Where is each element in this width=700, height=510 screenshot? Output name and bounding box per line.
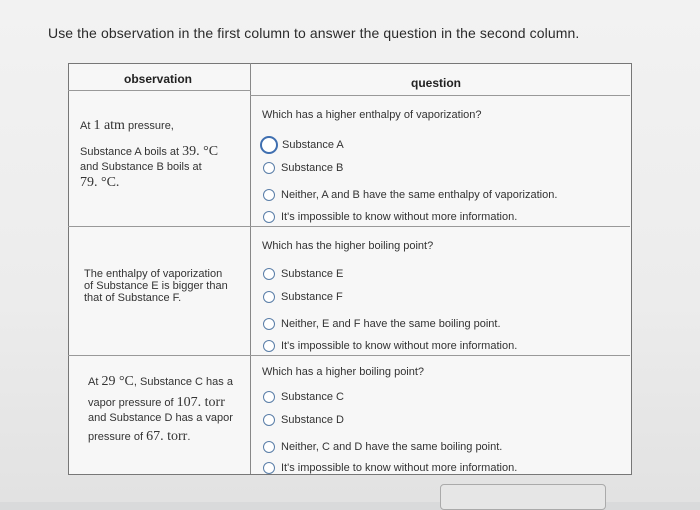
option-impossible-3[interactable]: It's impossible to know without more information. — [263, 462, 517, 474]
radio-icon[interactable] — [263, 162, 275, 174]
row-divider-2 — [68, 355, 630, 356]
column-divider — [250, 63, 251, 474]
question-2: Which has the higher boiling point? — [262, 240, 434, 252]
question-header: question — [411, 76, 461, 90]
option-substance-e[interactable]: Substance E — [263, 268, 343, 280]
option-impossible-2[interactable]: It's impossible to know without more information. — [263, 340, 517, 352]
observation-2: The enthalpy of vaporization of Substance E is bigger than that of Substance F. — [84, 268, 228, 304]
bottom-button[interactable] — [440, 484, 606, 510]
radio-icon[interactable] — [263, 340, 275, 352]
header-divider-left — [68, 90, 251, 91]
option-substance-c[interactable]: Substance C — [263, 391, 344, 403]
radio-icon[interactable] — [263, 391, 275, 403]
question-1: Which has a higher enthalpy of vaporization? — [262, 109, 482, 121]
row-divider-1 — [68, 226, 630, 227]
observation-header: observation — [124, 72, 193, 86]
option-neither-ef[interactable]: Neither, E and F have the same boiling point. — [263, 318, 501, 330]
observation-3: At 29 °C, Substance C has a vapor pressure of 107. torr and Substance D has a vapor pressure of 67. torr. — [88, 374, 233, 444]
radio-icon[interactable] — [263, 189, 275, 201]
option-neither-cd[interactable]: Neither, C and D have the same boiling point. — [263, 441, 502, 453]
option-substance-b[interactable]: Substance B — [263, 162, 343, 174]
option-impossible-1[interactable]: It's impossible to know without more information. — [263, 211, 517, 223]
radio-icon[interactable] — [263, 462, 275, 474]
option-substance-d[interactable]: Substance D — [263, 414, 344, 426]
radio-icon[interactable] — [263, 268, 275, 280]
radio-icon[interactable] — [263, 211, 275, 223]
radio-selected-icon[interactable] — [260, 136, 278, 154]
radio-icon[interactable] — [263, 414, 275, 426]
header-divider-right — [250, 95, 630, 96]
option-substance-f[interactable]: Substance F — [263, 291, 343, 303]
radio-icon[interactable] — [263, 318, 275, 330]
option-neither-ab[interactable]: Neither, A and B have the same enthalpy of vaporization. — [263, 189, 557, 201]
option-substance-a[interactable]: Substance A — [260, 136, 344, 154]
question-3: Which has a higher boiling point? — [262, 366, 425, 378]
observation-1: At 1 atm pressure, Substance A boils at 39. °C and Substance B boils at 79. °C. — [80, 118, 219, 190]
radio-icon[interactable] — [263, 441, 275, 453]
radio-icon[interactable] — [263, 291, 275, 303]
instructions-text: Use the observation in the first column to answer the question in the second column. — [48, 25, 580, 41]
